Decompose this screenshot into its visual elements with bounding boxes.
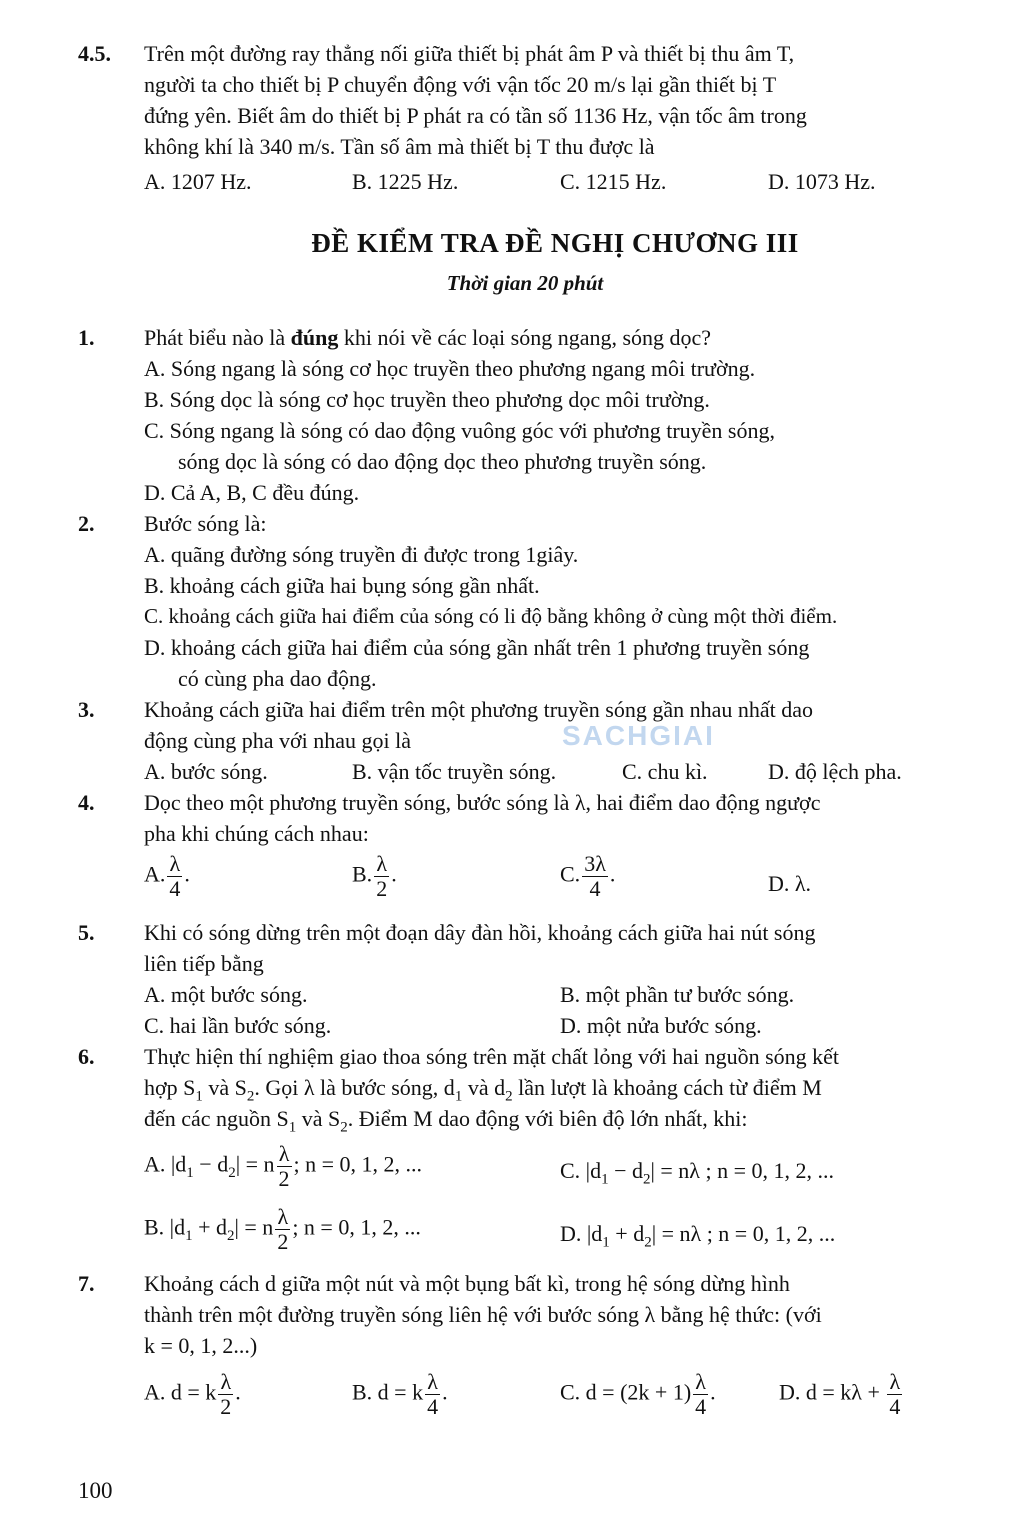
subscript: 2: [227, 1227, 235, 1244]
option-c: C. chu kì.: [622, 759, 708, 784]
numerator: λ: [275, 1205, 290, 1230]
fraction: [277, 1142, 292, 1191]
option-c: [560, 1155, 834, 1195]
option-c: [560, 1370, 716, 1419]
fraction: [374, 852, 389, 901]
option-d: [560, 1218, 835, 1258]
text: .: [235, 1379, 241, 1405]
punctuation: .: [609, 861, 616, 887]
question-number: 6.: [78, 1044, 95, 1069]
fraction: [693, 1370, 708, 1419]
question-number: 1.: [78, 325, 95, 350]
fraction: [887, 1370, 902, 1419]
option-b: B. một phần tư bước sóng.: [560, 982, 795, 1007]
subscript: 1: [186, 1164, 194, 1181]
subscript: 2: [644, 1234, 652, 1251]
option-d: [779, 1370, 904, 1419]
text: ; n = 0, 1, 2, ...: [293, 1151, 423, 1177]
text: .: [442, 1379, 448, 1405]
option-label: C.: [560, 861, 581, 887]
question-text-line: đứng yên. Biết âm do thiết bị P phát ra có tần số 1136 Hz, vận tốc âm trong: [144, 103, 807, 128]
numerator: 3λ: [584, 851, 606, 876]
stem-emphasis: đúng: [290, 325, 339, 350]
option-c: C. Sóng ngang là sóng có dao động vuông góc với phương truyền sóng,: [144, 418, 775, 443]
text: D. |d: [560, 1221, 603, 1246]
subscript: 1: [195, 1088, 203, 1105]
numerator: λ: [425, 1370, 440, 1395]
option-c-continued: sóng dọc là sóng có dao động dọc theo phương truyền sóng.: [178, 449, 707, 474]
numerator: λ: [167, 852, 182, 877]
option-label: A.: [144, 861, 166, 887]
option-d: D. 1073 Hz.: [768, 169, 876, 194]
option-a: A. một bước sóng.: [144, 982, 308, 1007]
option-a: [144, 1370, 241, 1419]
text: A. d = k: [144, 1379, 217, 1405]
fraction: [425, 1370, 440, 1419]
text: D. d = kλ +: [779, 1379, 886, 1405]
option-a: A. quãng đường sóng truyền đi được trong 1giây.: [144, 542, 579, 567]
text: và S: [296, 1106, 341, 1131]
question-text-line: liên tiếp bằng: [144, 951, 264, 976]
punctuation: .: [391, 861, 397, 887]
fraction: [582, 852, 608, 901]
option-b: [352, 1370, 448, 1419]
denominator: 4: [427, 1394, 439, 1419]
question-text-line: người ta cho thiết bị P chuyển động với vận tốc 20 m/s lại gần thiết bị T: [144, 72, 777, 97]
subscript: 1: [601, 1171, 609, 1188]
question-text-line: không khí là 340 m/s. Tần số âm mà thiết bị T thu được là: [144, 134, 655, 159]
option-d-continued: có cùng pha dao động.: [178, 666, 377, 691]
option-a: A. Sóng ngang là sóng cơ học truyền theo phương ngang môi trường.: [144, 356, 756, 381]
subscript: 1: [602, 1234, 610, 1251]
question-text-line: Trên một đường ray thẳng nối giữa thiết bị phát âm P và thiết bị thu âm T,: [144, 41, 795, 66]
watermark: SACHGIAI: [562, 720, 715, 751]
question-text-line: k = 0, 1, 2...): [144, 1333, 258, 1358]
question-number: 5.: [78, 920, 95, 945]
numerator: λ: [693, 1370, 708, 1395]
text: A. |d: [144, 1151, 187, 1177]
question-text-line: thành trên một đường truyền sóng liên hệ với bước sóng λ bằng hệ thức: (với: [144, 1302, 822, 1327]
denominator: 4: [589, 876, 601, 901]
fraction: [275, 1205, 290, 1254]
question-text-line: Thực hiện thí nghiệm giao thoa sóng trên mặt chất lỏng với hai nguồn sóng kết: [144, 1044, 840, 1069]
text: − d: [193, 1151, 229, 1177]
subscript: 2: [246, 1088, 255, 1105]
option-b: B. khoảng cách giữa hai bụng sóng gần nhất.: [144, 573, 540, 598]
text: | = nλ ; n = 0, 1, 2, ...: [651, 1221, 836, 1246]
denominator: 2: [277, 1229, 289, 1254]
numerator: λ: [218, 1370, 233, 1395]
option-c: C. hai lần bước sóng.: [144, 1013, 332, 1038]
question-text-line: Khi có sóng dừng trên một đoạn dây đàn hồi, khoảng cách giữa hai nút sóng: [144, 920, 816, 945]
text: hợp S: [144, 1075, 196, 1100]
option-label: B.: [352, 861, 373, 887]
numerator: λ: [887, 1370, 902, 1395]
question-stem: [144, 322, 711, 353]
option-b: [352, 852, 397, 901]
option-c: C. 1215 Hz.: [560, 169, 667, 194]
text: B. d = k: [352, 1379, 424, 1405]
option-d: D. λ.: [768, 871, 812, 896]
section-subtitle: Thời gian 20 phút: [446, 271, 604, 295]
denominator: 2: [220, 1394, 232, 1419]
text: C. d = (2k + 1): [560, 1379, 692, 1405]
question-text-line: Dọc theo một phương truyền sóng, bước sóng là λ, hai điểm dao động ngược: [144, 790, 821, 815]
text: | = n: [235, 1151, 275, 1177]
stem-text: khi nói về các loại sóng ngang, sóng dọc?: [338, 325, 712, 350]
option-a: [144, 1142, 422, 1191]
punctuation: .: [184, 861, 190, 887]
question-text-line: động cùng pha với nhau gọi là: [144, 728, 412, 753]
subscript: 2: [505, 1088, 513, 1105]
text: | = nλ ; n = 0, 1, 2, ...: [650, 1158, 834, 1183]
question-number: 7.: [78, 1271, 95, 1296]
question-number: 3.: [78, 697, 95, 722]
subscript: 2: [643, 1171, 651, 1188]
subscript: 2: [340, 1119, 348, 1136]
question-stem: Bước sóng là:: [144, 511, 267, 536]
question-number: 2.: [78, 511, 95, 536]
fraction: [218, 1370, 233, 1419]
question-text-line: pha khi chúng cách nhau:: [144, 821, 369, 846]
option-a: A. bước sóng.: [144, 759, 268, 784]
question-text-line: [144, 1103, 747, 1143]
text: lần lượt là khoảng cách từ điểm M: [512, 1075, 822, 1100]
option-c: [560, 852, 615, 901]
text: C. |d: [560, 1158, 602, 1183]
denominator: 4: [169, 876, 181, 901]
text: đến các nguồn S: [144, 1106, 289, 1131]
option-b: B. 1225 Hz.: [352, 169, 459, 194]
question-text-line: Khoảng cách d giữa một nút và một bụng bất kì, trong hệ sóng dừng hình: [144, 1271, 790, 1296]
denominator: 4: [889, 1394, 901, 1419]
text: và d: [462, 1075, 506, 1100]
option-c: C. khoảng cách giữa hai điểm của sóng có li độ bằng không ở cùng một thời điểm.: [144, 604, 838, 628]
question-text-line: Khoảng cách giữa hai điểm trên một phương truyền sóng gần nhau nhất dao: [144, 697, 814, 722]
subscript: 1: [454, 1088, 463, 1105]
denominator: 2: [278, 1166, 290, 1191]
denominator: 2: [376, 876, 388, 901]
fraction: [167, 852, 182, 901]
text: + d: [609, 1221, 645, 1246]
text: và S: [202, 1075, 247, 1100]
option-a: [144, 852, 190, 901]
option-b: [144, 1205, 421, 1254]
text: .: [710, 1379, 716, 1405]
text: B. |d: [144, 1214, 186, 1240]
option-d: D. một nửa bước sóng.: [560, 1013, 762, 1038]
option-a: A. 1207 Hz.: [144, 169, 252, 194]
option-d: D. Cả A, B, C đều đúng.: [144, 480, 360, 505]
text: | = n: [234, 1214, 274, 1240]
page-number: 100: [78, 1478, 113, 1503]
option-b: B. Sóng dọc là sóng cơ học truyền theo phương dọc môi trường.: [144, 387, 710, 412]
text: − d: [608, 1158, 643, 1183]
question-number: 4.: [78, 790, 95, 815]
subscript: 1: [185, 1227, 193, 1244]
text: . Gọi λ là bước sóng, d: [254, 1075, 455, 1100]
numerator: λ: [374, 852, 389, 877]
subscript: 2: [228, 1164, 236, 1181]
subscript: 1: [288, 1119, 297, 1136]
question-number: 4.5.: [78, 41, 111, 66]
text: . Điểm M dao động với biên độ lớn nhất, khi:: [347, 1106, 748, 1131]
text: ; n = 0, 1, 2, ...: [292, 1214, 421, 1240]
option-d: D. độ lệch pha.: [768, 759, 902, 784]
denominator: 4: [695, 1394, 707, 1419]
stem-text: Phát biểu nào là: [144, 325, 291, 350]
option-b: B. vận tốc truyền sóng.: [352, 759, 557, 784]
section-title: ĐỀ KIỂM TRA ĐỀ NGHỊ CHƯƠNG III: [311, 228, 799, 258]
text: + d: [192, 1214, 227, 1240]
option-d: D. khoảng cách giữa hai điểm của sóng gần nhất trên 1 phương truyền sóng: [144, 635, 810, 660]
numerator: λ: [277, 1142, 292, 1167]
